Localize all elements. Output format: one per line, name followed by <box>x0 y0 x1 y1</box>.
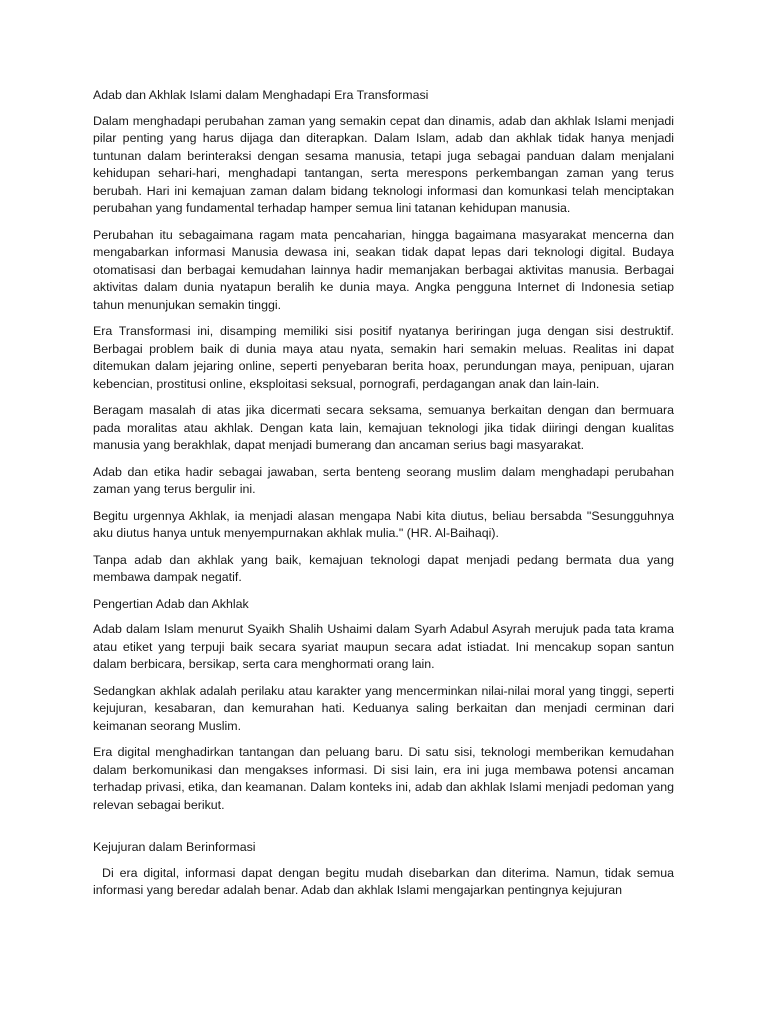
paragraph: Era digital menghadirkan tantangan dan peluang baru. Di satu sisi, teknologi memberikan kemudahan dalam berkomunikasi dan mengakses informasi. Di sisi lain, era ini juga membawa potensi ancaman terhadap privasi, etika, dan keamanan. Dalam konteks ini, adab dan akhlak Islami menjadi pedoman yang relevan sebagai berikut. <box>93 745 674 812</box>
section-heading: Kejujuran dalam Berinformasi <box>93 840 256 854</box>
paragraph: Adab dalam Islam menurut Syaikh Shalih Ushaimi dalam Syarh Adabul Asyrah merujuk pada tata krama atau etiket yang terpuji baik secara syariat maupun secara adat istiadat. Ini mencakup sopan santun dalam berbicara, bersikap, serta cara menghormati orang lain. <box>93 622 674 671</box>
section-heading: Pengertian Adab dan Akhlak <box>93 596 249 611</box>
paragraph: Adab dan etika hadir sebagai jawaban, serta benteng seorang muslim dalam menghadapi perubahan zaman yang terus bergulir ini. <box>93 464 674 496</box>
document-body <box>93 87 674 909</box>
paragraph: Di era digital, informasi dapat dengan begitu mudah disebarkan dan diterima. Namun, tidak semua informasi yang beredar adalah benar. Adab dan akhlak Islami mengajarkan pentingnya kejujuran <box>93 865 674 897</box>
paragraph: Beragam masalah di atas jika dicermati secara seksama, semuanya berkaitan dengan dan bermuara pada moralitas atau akhlak. Dengan kata lain, kemajuan teknologi jika tidak diiringi dengan kualitas manusia yang berakhlak, dapat menjadi bumerang dan ancaman serius bagi masyarakat. <box>93 403 674 452</box>
paragraph: Era Transformasi ini, disamping memiliki sisi positif nyatanya beriringan juga dengan sisi destruktif. Berbagai problem baik di dunia maya atau nyata, semakin hari semakin meluas. Realitas ini dapat ditemukan dalam jejaring online, seperti penyebaran berita hoax, perundungan maya, penipuan, ujaran kebencian, prostitusi online, eksploitasi seksual, pornografi, perdagangan anak dan lain-lain. <box>93 324 674 391</box>
paragraph: Tanpa adab dan akhlak yang baik, kemajuan teknologi dapat menjadi pedang bermata dua yang membawa dampak negatif. <box>93 552 674 584</box>
paragraph: Sedangkan akhlak adalah perilaku atau karakter yang mencerminkan nilai-nilai moral yang tinggi, seperti kejujuran, kesabaran, dan kemurahan hati. Keduanya saling berkaitan dan menjadi cerminan dari keimanan seorang Muslim. <box>93 683 674 733</box>
paragraph: Begitu urgennya Akhlak, ia menjadi alasan mengapa Nabi kita diutus, beliau bersabda "Sesungguhnya aku diutus hanya untuk menyempurnakan akhlak mulia." (HR. Al-Baihaqi). <box>93 508 674 540</box>
document-title: Adab dan Akhlak Islami dalam Menghadapi Era Transformasi <box>93 88 429 102</box>
paragraph: Dalam menghadapi perubahan zaman yang semakin cepat dan dinamis, adab dan akhlak Islami menjadi pilar penting yang harus dijaga dan diterapkan. Dalam Islam, adab dan akhlak tidak hanya menjadi tuntunan dalam berinteraksi dengan sesama manusia, tetapi juga sebagai panduan dalam menjalani kehidupan sehari-hari, menghadapi tantangan, serta merespons perkembangan zaman yang terus berubah. Hari ini kemajuan zaman dalam bidang teknologi informasi dan komunkasi telah menciptakan perubahan yang fundamental terhadap hamper semua lini tatanan kehidupan manusia. <box>93 113 674 215</box>
paragraph: Perubahan itu sebagaimana ragam mata pencaharian, hingga bagaimana masyarakat mencerna dan mengabarkan informasi Manusia dewasa ini, seakan tidak dapat lepas dari teknologi digital. Budaya otomatisasi dan berbagai kemudahan lainnya hadir memanjakan berbagai aktivitas manusia. Berbagai aktivitas dalam dunia nyatapun beralih ke dunia maya. Angka pengguna Internet di Indonesia setiap tahun menunjukan semakin tinggi. <box>93 227 674 312</box>
